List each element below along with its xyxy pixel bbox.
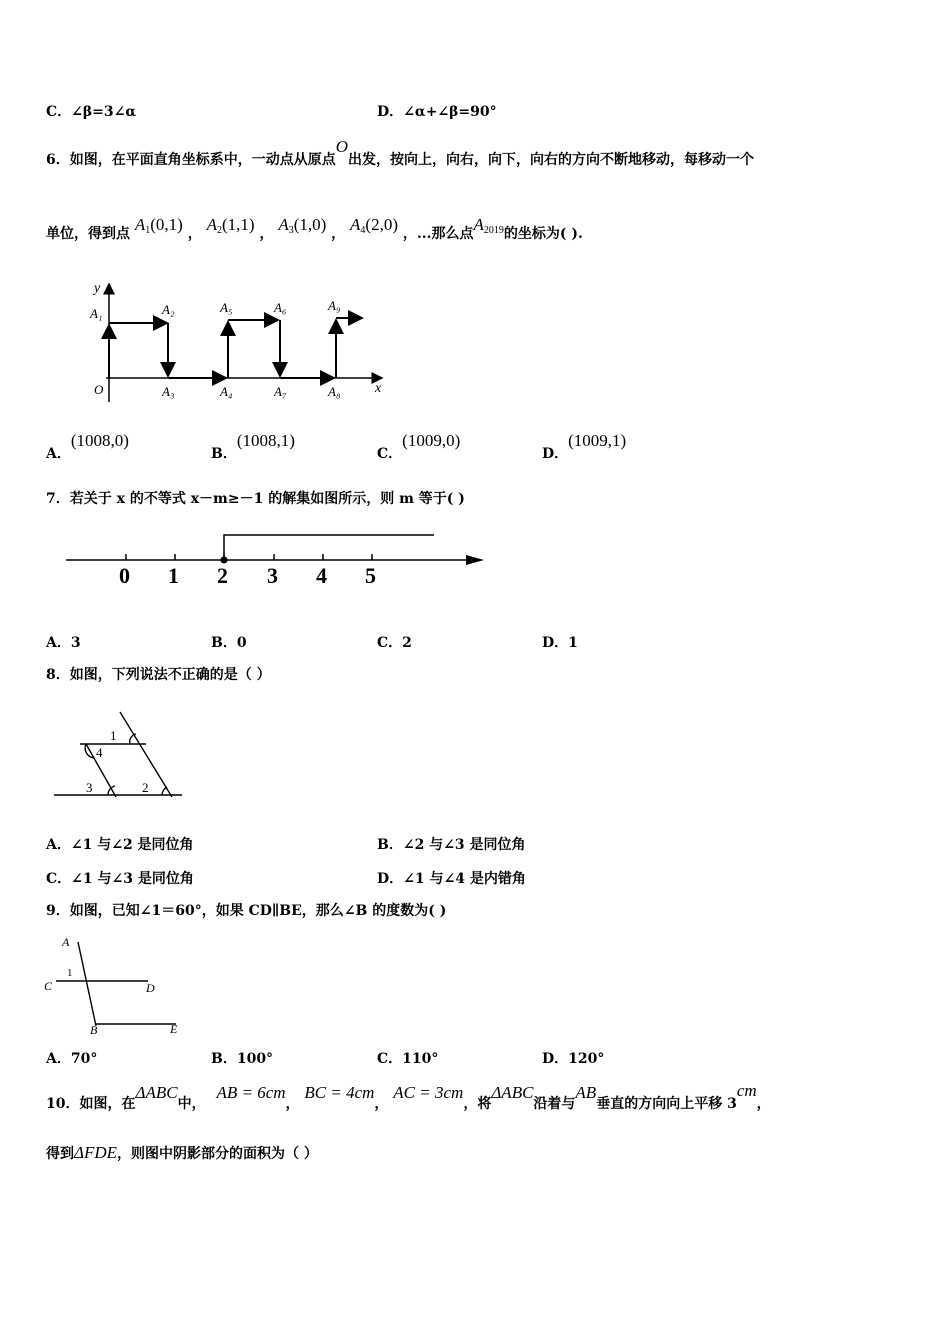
q6-label-y: y (94, 281, 101, 296)
q9-line-ab (78, 942, 96, 1026)
q10-text-e: 垂直的方向向上平移 3 (596, 1096, 737, 1112)
q8-stem: 8．如图，下列说法不正确的是（ ） (46, 667, 271, 683)
q6-option-b-value: (1008,1) (236, 431, 295, 450)
q6-option-b-letter: B． (211, 446, 237, 462)
q6-stem-line2 (46, 215, 583, 248)
q10-bc-length: BC = 4cm (304, 1083, 375, 1102)
q6-option-c[interactable] (377, 431, 461, 463)
q10-text-d: 沿着与 (533, 1096, 576, 1112)
q6-label-a3: A₃ (162, 384, 175, 399)
q6-stem-text-e: 的坐标为( ). (503, 226, 583, 242)
q9-option-a[interactable]: A．70° (46, 1051, 98, 1067)
q10-text-b: 中， (177, 1096, 206, 1112)
q7-tick-5: 5 (365, 563, 376, 588)
q6-sep-1: ， (187, 226, 202, 242)
q7-option-a[interactable]: A．3 (46, 635, 81, 651)
q5-option-d: D．∠α+∠β=90° (377, 104, 497, 120)
q8-option-d[interactable]: D．∠1 与∠4 是内错角 (377, 871, 526, 887)
q6-label-a5: A₅ (220, 300, 233, 315)
q6-label-a8: A₈ (328, 384, 341, 399)
q8-option-a[interactable]: A．∠1 与∠2 是同位角 (46, 837, 194, 853)
q9-stem: 9．如图，已知∠1＝60°，如果 CD∥BE，那么∠B 的度数为( ) (46, 903, 447, 919)
q10-ab-segment: AB (575, 1083, 597, 1102)
q6-option-a-letter: A． (46, 446, 71, 462)
q6-option-a-value: (1008,0) (70, 431, 129, 450)
q6-point-a3: A (278, 215, 289, 234)
q6-stem-line1 (46, 137, 755, 169)
q6-point-a1: A (134, 215, 146, 234)
q6-point-a3-coord: (1,0) (293, 215, 327, 234)
q8-label-3: 3 (86, 780, 93, 795)
q6-point-a2019: A (473, 215, 484, 234)
q8-option-c[interactable]: C．∠1 与∠3 是同位角 (46, 871, 194, 887)
q9-label-b: B (90, 1023, 98, 1034)
q6-stem-text-b: 出发，按向上，向右，向下，向右的方向不断地移动，每移动一个 (348, 152, 755, 168)
q10-text-g: 得到 (46, 1146, 74, 1162)
q6-sep-3: ， (331, 226, 346, 242)
q10-ab-length: AB = 6cm (216, 1083, 286, 1102)
q7-solution-ray (224, 535, 434, 560)
q7-tick-1: 1 (168, 563, 179, 588)
q6-option-d-value: (1009,1) (568, 431, 627, 450)
q8-label-4: 4 (96, 745, 103, 760)
q10-stem-line1 (46, 1081, 771, 1113)
q10-ac-length: AC = 3cm (393, 1083, 464, 1102)
q6-label-a1: A₁ (90, 306, 103, 321)
q9-label-e: E (170, 1022, 178, 1034)
q9-option-b[interactable]: B．100° (211, 1051, 274, 1067)
q6-point-a4-sub: 4 (360, 225, 366, 236)
q6-sep-2: ， (259, 226, 274, 242)
q5-option-c: C．∠β=3∠α (46, 104, 137, 120)
q6-point-a2019-sub: 2019 (483, 225, 504, 236)
q9-label-1: 1 (67, 967, 73, 979)
q6-option-c-value: (1009,0) (402, 431, 461, 450)
q6-point-a2-coord: (1,1) (221, 215, 255, 234)
q7-stem: 7．若关于 x 的不等式 x－m≥－1 的解集如图所示，则 m 等于( ) (46, 491, 465, 507)
q6-option-b[interactable] (211, 431, 295, 463)
q8-label-2: 2 (142, 780, 149, 795)
q6-option-c-letter: C． (377, 446, 403, 462)
q6-label-a6: A₆ (274, 300, 287, 315)
q10-text-h: ，则图中阴影部分的面积为（ ） (117, 1146, 318, 1162)
q6-label-a9: A₉ (328, 298, 341, 313)
q6-point-a4-coord: (2,0) (365, 215, 398, 234)
q10-triangle-fde: ΔFDE (74, 1143, 118, 1162)
q6-figure (82, 278, 392, 408)
q10-stem-line2 (46, 1144, 318, 1163)
q7-option-c[interactable]: C．2 (377, 635, 412, 651)
q6-label-a2: A₂ (162, 302, 175, 317)
q8-label-1: 1 (110, 728, 117, 743)
q6-label-a4: A₄ (220, 384, 233, 399)
q7-option-d[interactable]: D．1 (542, 635, 578, 651)
q7-axis-arrow (466, 555, 484, 565)
q9-label-c: C (44, 979, 53, 993)
q6-option-d[interactable] (542, 431, 627, 463)
q6-path (109, 318, 362, 378)
q9-figure (40, 932, 190, 1034)
q10-comma-1: ， (285, 1096, 300, 1112)
q10-comma-2: ， (374, 1096, 389, 1112)
q7-number-line (60, 526, 500, 596)
q10-triangle-abc: ΔABC (135, 1083, 178, 1102)
q10-text-a: 10．如图，在 (46, 1096, 136, 1112)
q6-label-a7: A₇ (274, 384, 287, 399)
q10-cm-unit: cm (736, 1081, 757, 1100)
q9-option-d[interactable]: D．120° (542, 1051, 605, 1067)
q9-label-a: A (62, 935, 70, 949)
q7-tick-4: 4 (316, 563, 327, 588)
q6-point-a2-sub: 2 (216, 225, 222, 236)
q6-option-d-letter: D． (542, 446, 569, 462)
q6-stem-text-c: 单位，得到点 (46, 226, 130, 242)
q9-label-d: D (146, 981, 155, 995)
q6-point-a2: A (206, 215, 217, 234)
q6-point-o: O (335, 137, 349, 156)
q7-tick-2: 2 (217, 563, 228, 588)
q6-point-a3-sub: 3 (288, 225, 294, 236)
q6-option-a[interactable] (46, 431, 129, 463)
q7-option-b[interactable]: B．0 (211, 635, 247, 651)
q8-option-b[interactable]: B．∠2 与∠3 是同位角 (377, 837, 526, 853)
q10-text-f: ， (756, 1096, 771, 1112)
q6-point-a1-coord: (0,1) (150, 215, 183, 234)
q10-triangle-abc-2: ΔABC (491, 1083, 534, 1102)
q7-tick-3: 3 (267, 563, 278, 588)
q6-label-x: x (375, 381, 382, 396)
q7-tick-0: 0 (119, 563, 130, 588)
q6-stem-text-d: ，...那么点 (402, 226, 474, 242)
q9-option-c[interactable]: C．110° (377, 1051, 439, 1067)
q6-label-o: O (94, 382, 104, 397)
q10-text-c: ，将 (463, 1096, 492, 1112)
q6-point-a1-sub: 1 (145, 225, 151, 236)
q6-point-a4: A (350, 215, 361, 234)
q8-figure (50, 698, 190, 810)
q6-stem-text-a: 6．如图，在平面直角坐标系中，一动点从原点 (46, 152, 336, 168)
